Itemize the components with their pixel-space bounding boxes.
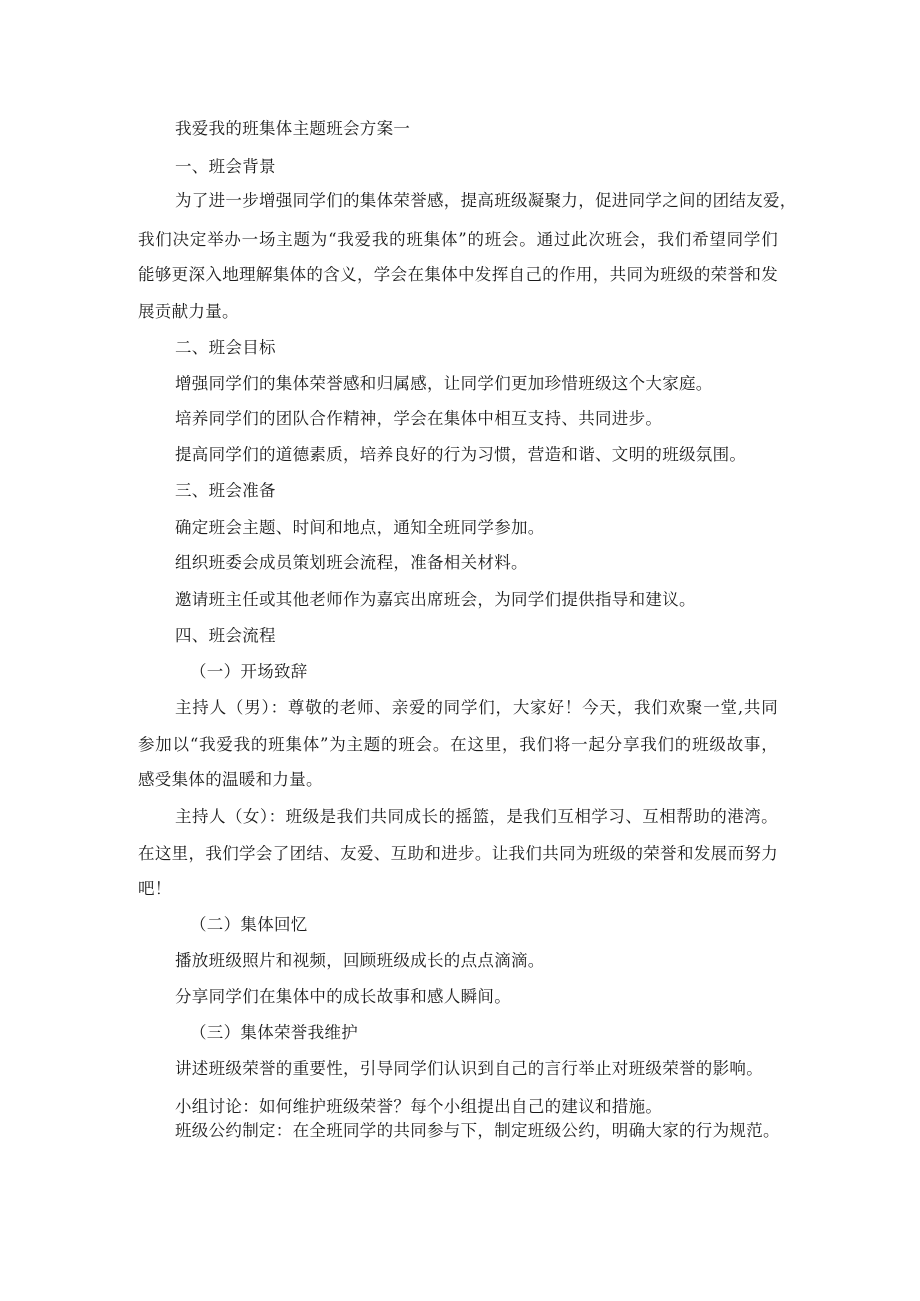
list-item: 讲述班级荣誉的重要性，引导同学们认识到自己的言行举止对班级荣誉的影响。 (175, 1059, 763, 1078)
paragraph-line: 展贡献力量。 (138, 302, 239, 321)
list-item: 增强同学们的集体荣誉感和归属感，让同学们更加珍惜班级这个大家庭。 (175, 374, 713, 393)
section-heading-process: 四、班会流程 (175, 626, 276, 645)
list-item: 确定班会主题、时间和地点，通知全班同学参加。 (175, 518, 545, 537)
paragraph-line: 吧！ (138, 879, 172, 898)
paragraph-line: 我们决定举办一场主题为“我爱我的班集体”的班会。通过此次班会，我们希望同学们 (138, 230, 778, 249)
paragraph-line: 在这里，我们学会了团结、友爱、互助和进步。让我们共同为班级的荣誉和发展而努力 (138, 844, 778, 863)
paragraph-line: 参加以“我爱我的班集体”为主题的班会。在这里，我们将一起分享我们的班级故事， (138, 735, 778, 754)
list-item: 组织班委会成员策划班会流程，准备相关材料。 (175, 553, 528, 572)
list-item: 培养同学们的团队合作精神，学会在集体中相互支持、共同进步。 (175, 409, 663, 428)
section-heading-preparation: 三、班会准备 (175, 481, 276, 500)
section-heading-goals: 二、班会目标 (175, 338, 276, 357)
document-title: 我爱我的班集体主题班会方案一 (175, 119, 411, 138)
subsection-heading-opening: （一）开场致辞 (190, 662, 308, 681)
subsection-heading-memories: （二）集体回忆 (190, 915, 308, 934)
list-item: 邀请班主任或其他老师作为嘉宾出席班会，为同学们提供指导和建议。 (175, 590, 696, 609)
list-item: 小组讨论：如何维护班级荣誉？每个小组提出自己的建议和措施。 (175, 1097, 663, 1116)
list-item: 提高同学们的道德素质，培养良好的行为习惯，营造和谐、文明的班级氛围。 (175, 445, 747, 464)
list-item: 班级公约制定：在全班同学的共同参与下，制定班级公约，明确大家的行为规范。 (175, 1121, 780, 1140)
list-item: 播放班级照片和视频，回顾班级成长的点点滴滴。 (175, 951, 545, 970)
section-heading-background: 一、班会背景 (175, 157, 276, 176)
paragraph-line: 主持人（女）：班级是我们共同成长的摇篮，是我们互相学习、互相帮助的港湾。 (175, 807, 778, 826)
list-item: 分享同学们在集体中的成长故事和感人瞬间。 (175, 987, 511, 1006)
paragraph-line: 能够更深入地理解集体的含义，学会在集体中发挥自己的作用，共同为班级的荣誉和发 (138, 265, 778, 284)
paragraph-line: 主持人（男）：尊敬的老师、亲爱的同学们，大家好！今天，我们欢聚一堂,共同 (175, 698, 778, 717)
paragraph-line: 感受集体的温暖和力量。 (138, 770, 323, 789)
paragraph-line: 为了进一步增强同学们的集体荣誉感，提高班级凝聚力，促进同学之间的团结友爱， (175, 191, 797, 210)
subsection-heading-honor: （三）集体荣誉我维护 (190, 1023, 358, 1042)
